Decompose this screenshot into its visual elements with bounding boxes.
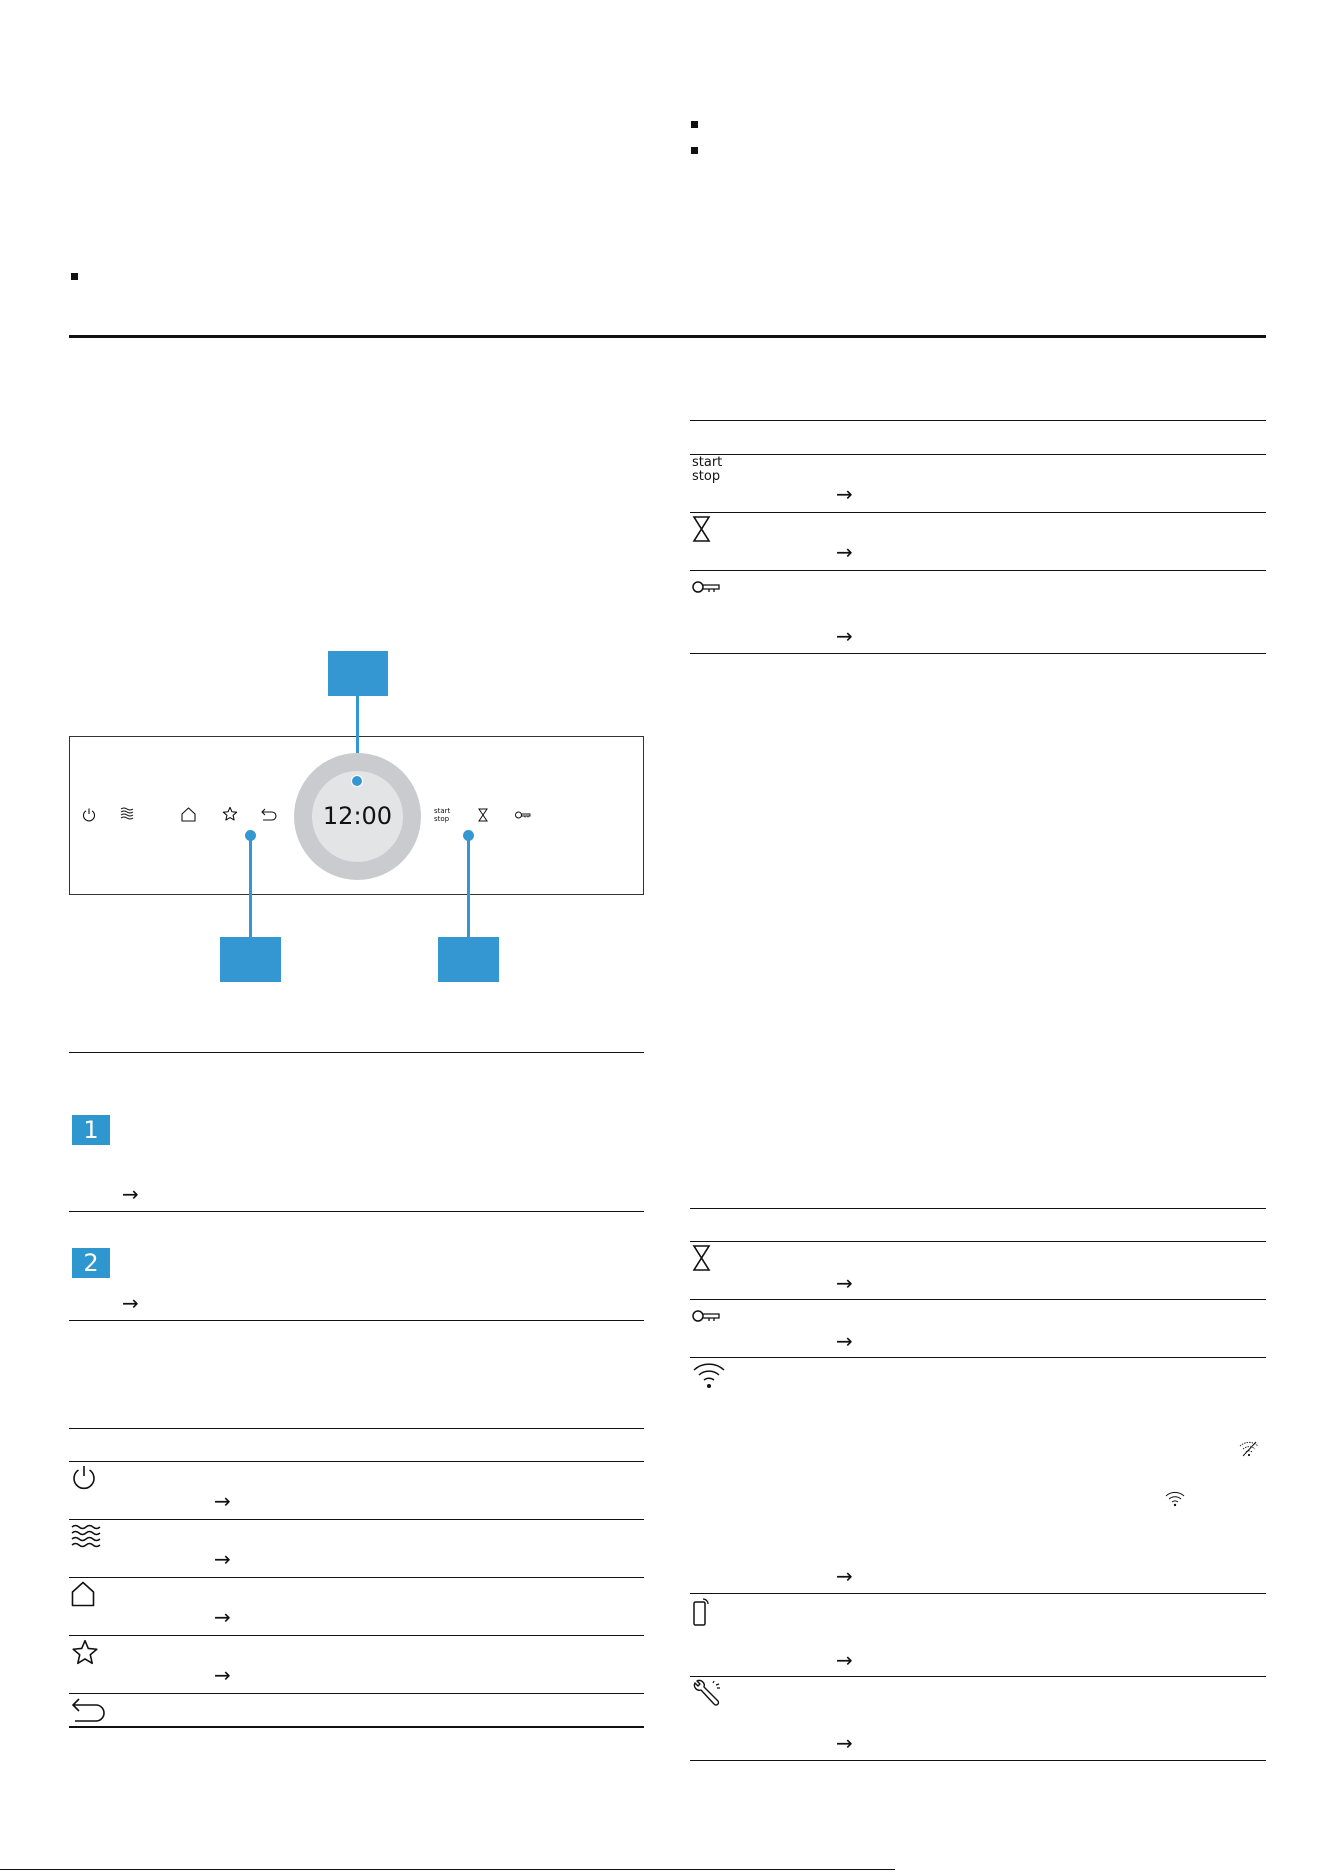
table-rule <box>690 1760 1266 1761</box>
stop-text: stop <box>434 815 450 823</box>
callout-box-display <box>328 651 388 696</box>
callout-box-left <box>220 937 281 982</box>
favourites-icon <box>71 1639 99 1666</box>
table-rule <box>690 570 1266 571</box>
timer-icon <box>693 1245 710 1271</box>
callout-line-left <box>249 836 252 937</box>
bullet <box>691 147 698 154</box>
callout-dot-right <box>463 830 474 841</box>
heating-mode-icon <box>71 1523 101 1551</box>
table-rule-bottom <box>69 1726 644 1728</box>
stop-text: stop <box>692 469 721 484</box>
arrow-icon: → <box>836 1731 853 1755</box>
legend-badge-1: 1 <box>72 1115 110 1145</box>
start-stop-text <box>692 456 722 484</box>
callout-box-right <box>438 937 499 982</box>
callout-dot-left <box>245 830 256 841</box>
arrow-icon: → <box>836 482 853 506</box>
section-divider <box>69 335 1266 338</box>
arrow-icon: → <box>122 1291 139 1315</box>
table-rule <box>690 1299 1266 1300</box>
remote-start-phone-icon <box>693 1598 709 1626</box>
table-rule <box>69 1428 644 1429</box>
wifi-connected-icon <box>1165 1490 1185 1507</box>
power-icon[interactable] <box>82 808 96 822</box>
table-rule <box>69 1519 644 1520</box>
start-text: start <box>692 455 723 470</box>
child-lock-key-icon <box>692 1309 720 1323</box>
arrow-icon: → <box>836 1271 853 1295</box>
table-rule <box>690 1241 1266 1242</box>
table-rule <box>690 420 1266 421</box>
home-icon <box>71 1581 95 1607</box>
favourites-icon[interactable] <box>222 806 238 822</box>
arrow-icon: → <box>122 1182 139 1206</box>
table-rule <box>69 1577 644 1578</box>
timer-icon <box>693 516 710 542</box>
legend-rule <box>69 1320 644 1321</box>
start-text: start <box>434 807 451 815</box>
table-rule <box>690 454 1266 455</box>
table-rule <box>69 1461 644 1462</box>
table-rule <box>690 1593 1266 1594</box>
bullet <box>691 121 698 128</box>
legend-rule <box>69 1052 644 1053</box>
bullet <box>71 273 78 280</box>
arrow-icon: → <box>836 1329 853 1353</box>
legend-badge-2: 2 <box>72 1248 110 1278</box>
back-icon[interactable] <box>261 808 277 821</box>
footer-rule <box>0 1869 895 1870</box>
table-rule <box>690 653 1266 654</box>
arrow-icon: → <box>214 1663 231 1687</box>
arrow-icon: → <box>836 1564 853 1588</box>
table-rule <box>690 512 1266 513</box>
table-rule <box>690 1676 1266 1677</box>
table-rule <box>69 1693 644 1694</box>
wifi-icon <box>692 1361 726 1389</box>
child-lock-key-icon <box>692 580 720 594</box>
arrow-icon: → <box>836 1648 853 1672</box>
service-wrench-icon <box>692 1680 722 1708</box>
table-rule <box>690 1208 1266 1209</box>
arrow-icon: → <box>836 624 853 648</box>
table-rule <box>690 1357 1266 1358</box>
heating-mode-icon[interactable] <box>120 807 135 821</box>
start-stop-label[interactable] <box>434 807 450 823</box>
wifi-off-icon <box>1239 1440 1259 1457</box>
arrow-icon: → <box>214 1547 231 1571</box>
display-time: 12:00 <box>322 802 393 830</box>
table-rule <box>69 1635 644 1636</box>
callout-dot-display <box>351 775 363 787</box>
callout-line-right <box>467 836 470 937</box>
timer-icon[interactable] <box>478 808 488 822</box>
arrow-icon: → <box>214 1489 231 1513</box>
legend-rule <box>69 1211 644 1212</box>
power-icon <box>71 1465 97 1491</box>
back-icon <box>71 1697 107 1723</box>
arrow-icon: → <box>214 1605 231 1629</box>
arrow-icon: → <box>836 540 853 564</box>
home-icon[interactable] <box>181 807 196 822</box>
child-lock-key-icon[interactable] <box>515 811 531 819</box>
